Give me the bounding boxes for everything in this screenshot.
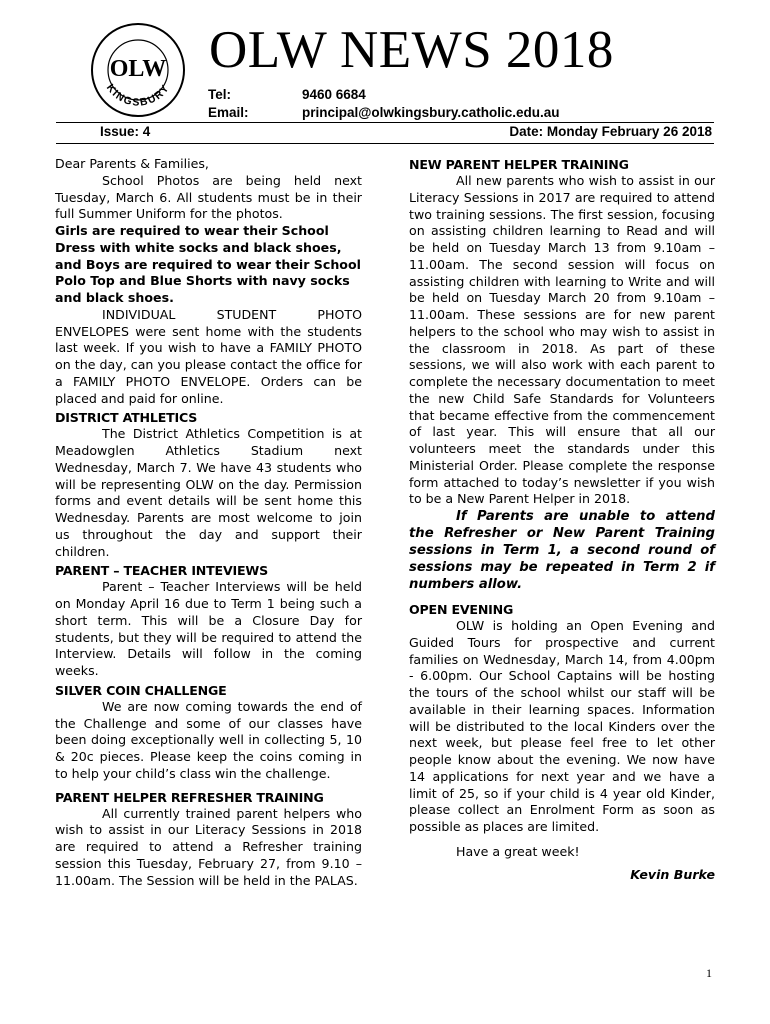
right-column <box>409 156 715 883</box>
coin-challenge-paragraph: We are now coming towards the end of the Challenge and some of our classes have been doing exceptionally well in collecting 5, 10 & 20c pieces. Please keep the coins coming in to help your child’s class win the challenge. <box>55 698 362 781</box>
coin-challenge-heading: SILVER COIN CHALLENGE <box>55 682 227 698</box>
logo-monogram: OLW <box>109 56 167 82</box>
issue-number: Issue: 4 <box>100 124 151 139</box>
photo-envelopes-paragraph: INDIVIDUAL STUDENT PHOTO ENVELOPES were sent home with the students last week. If you wish to have a FAMILY PHOTO on the day, can you please contact the office for a FAMILY PHOTO ENVELOPE. Orders can be placed and paid for online. <box>55 306 362 406</box>
issue-date: Date: Monday February 26 2018 <box>509 124 712 139</box>
athletics-heading: DISTRICT ATHLETICS <box>55 410 198 426</box>
school-logo <box>90 22 186 118</box>
logo-ring-text: KINGSBURY <box>103 81 173 109</box>
left-column <box>55 156 362 889</box>
newsletter-title: OLW NEWS 2018 <box>209 21 614 79</box>
issue-bar <box>56 122 714 144</box>
interviews-paragraph: Parent – Teacher Interviews will be held on Monday April 16 due to Term 1 being such a short term. This will be a Closure Day for students, but they will be required to attend the Interview. Details will follow in the coming weeks. <box>55 579 362 678</box>
refresher-heading: PARENT HELPER REFRESHER TRAINING <box>55 789 324 805</box>
uniform-requirements: Girls are required to wear their School Dress with white socks and black shoes, and Boys are required to wear their School Polo Top and Blue Shorts with navy socks and black shoes. <box>55 223 361 305</box>
email-value[interactable]: principal@olwkingsbury.catholic.edu.au <box>302 105 560 120</box>
email-label: Email: <box>208 105 249 120</box>
open-evening-heading: OPEN EVENING <box>409 602 514 617</box>
open-evening-paragraph: OLW is holding an Open Evening and Guided Tours for prospective and current families on Wednesday, March 14, from 4.00pm - 6.00pm. Our School Captains will be hosting the tours of the school whilst our staff will be available in their learning spaces. Information will be distributed to the local Kinders over the next week, but please feel free to let other people know about the evening. We now have 14 applications for next year and we have a limit of 25, so if your child is 4 year old Kinder, please collect an Enrolment Form as soon as possible as places are limited. <box>409 618 715 834</box>
term2-notice: If Parents are unable to attend the Refresher or New Parent Training sessions in Term 1, a second round of sessions may be repeated in Term 2 if numbers allow. <box>409 509 715 592</box>
new-helper-paragraph: All new parents who wish to assist in our Literacy Sessions in 2017 are required to attend two training sessions. The first session, focusing on assisting children learning to Read and will be held on Tuesday March 13 from 9.10am – 11.00am. The second session will focus on assisting children with learning to Write and will be held on Tuesday March 20 from 9.10am – 11.00am. These sessions are for new parent helpers to the school who may wish to assist in the classroom in 2018. As part of these sessions, we will also work with each parent to complete the necessary documentation to meet the new Child Safe Standards for Volunteers that became effective from the commencement of last year. This will ensure that all our volunteers meet the standards under this Ministerial Order. Please complete the response form attached to today’s newsletter if you wish to be a New Parent Helper in 2018. <box>409 173 715 507</box>
photos-paragraph: School Photos are being held next Tuesday, March 6. All students must be in their full Summer Uniform for the photos. <box>55 172 362 222</box>
refresher-paragraph: All currently trained parent helpers who wish to assist in our Literacy Sessions in 2018 are required to attend a Refresher training session this Tuesday, February 27, from 9.10 – 11.00am. The Session will be held in the PALAS. <box>55 805 362 888</box>
interviews-heading: PARENT – TEACHER INTEVIEWS <box>55 563 268 579</box>
page-number: 1 <box>706 966 712 980</box>
closing-line: Have a great week! <box>456 843 580 859</box>
tel-label: Tel: <box>208 87 231 102</box>
signature: Kevin Burke <box>630 866 715 882</box>
new-helper-heading: NEW PARENT HELPER TRAINING <box>409 157 629 172</box>
salutation: Dear Parents & Families, <box>55 156 209 171</box>
tel-value: 9460 6684 <box>302 87 366 102</box>
athletics-paragraph: The District Athletics Competition is at Meadowglen Athletics Stadium next Wednesday, March 7. We have 43 students who will be representing OLW on the day. Permission forms and event details will be sent home this Wednesday. Parents are most welcome to join us throughout the day and support their children. <box>55 426 362 559</box>
